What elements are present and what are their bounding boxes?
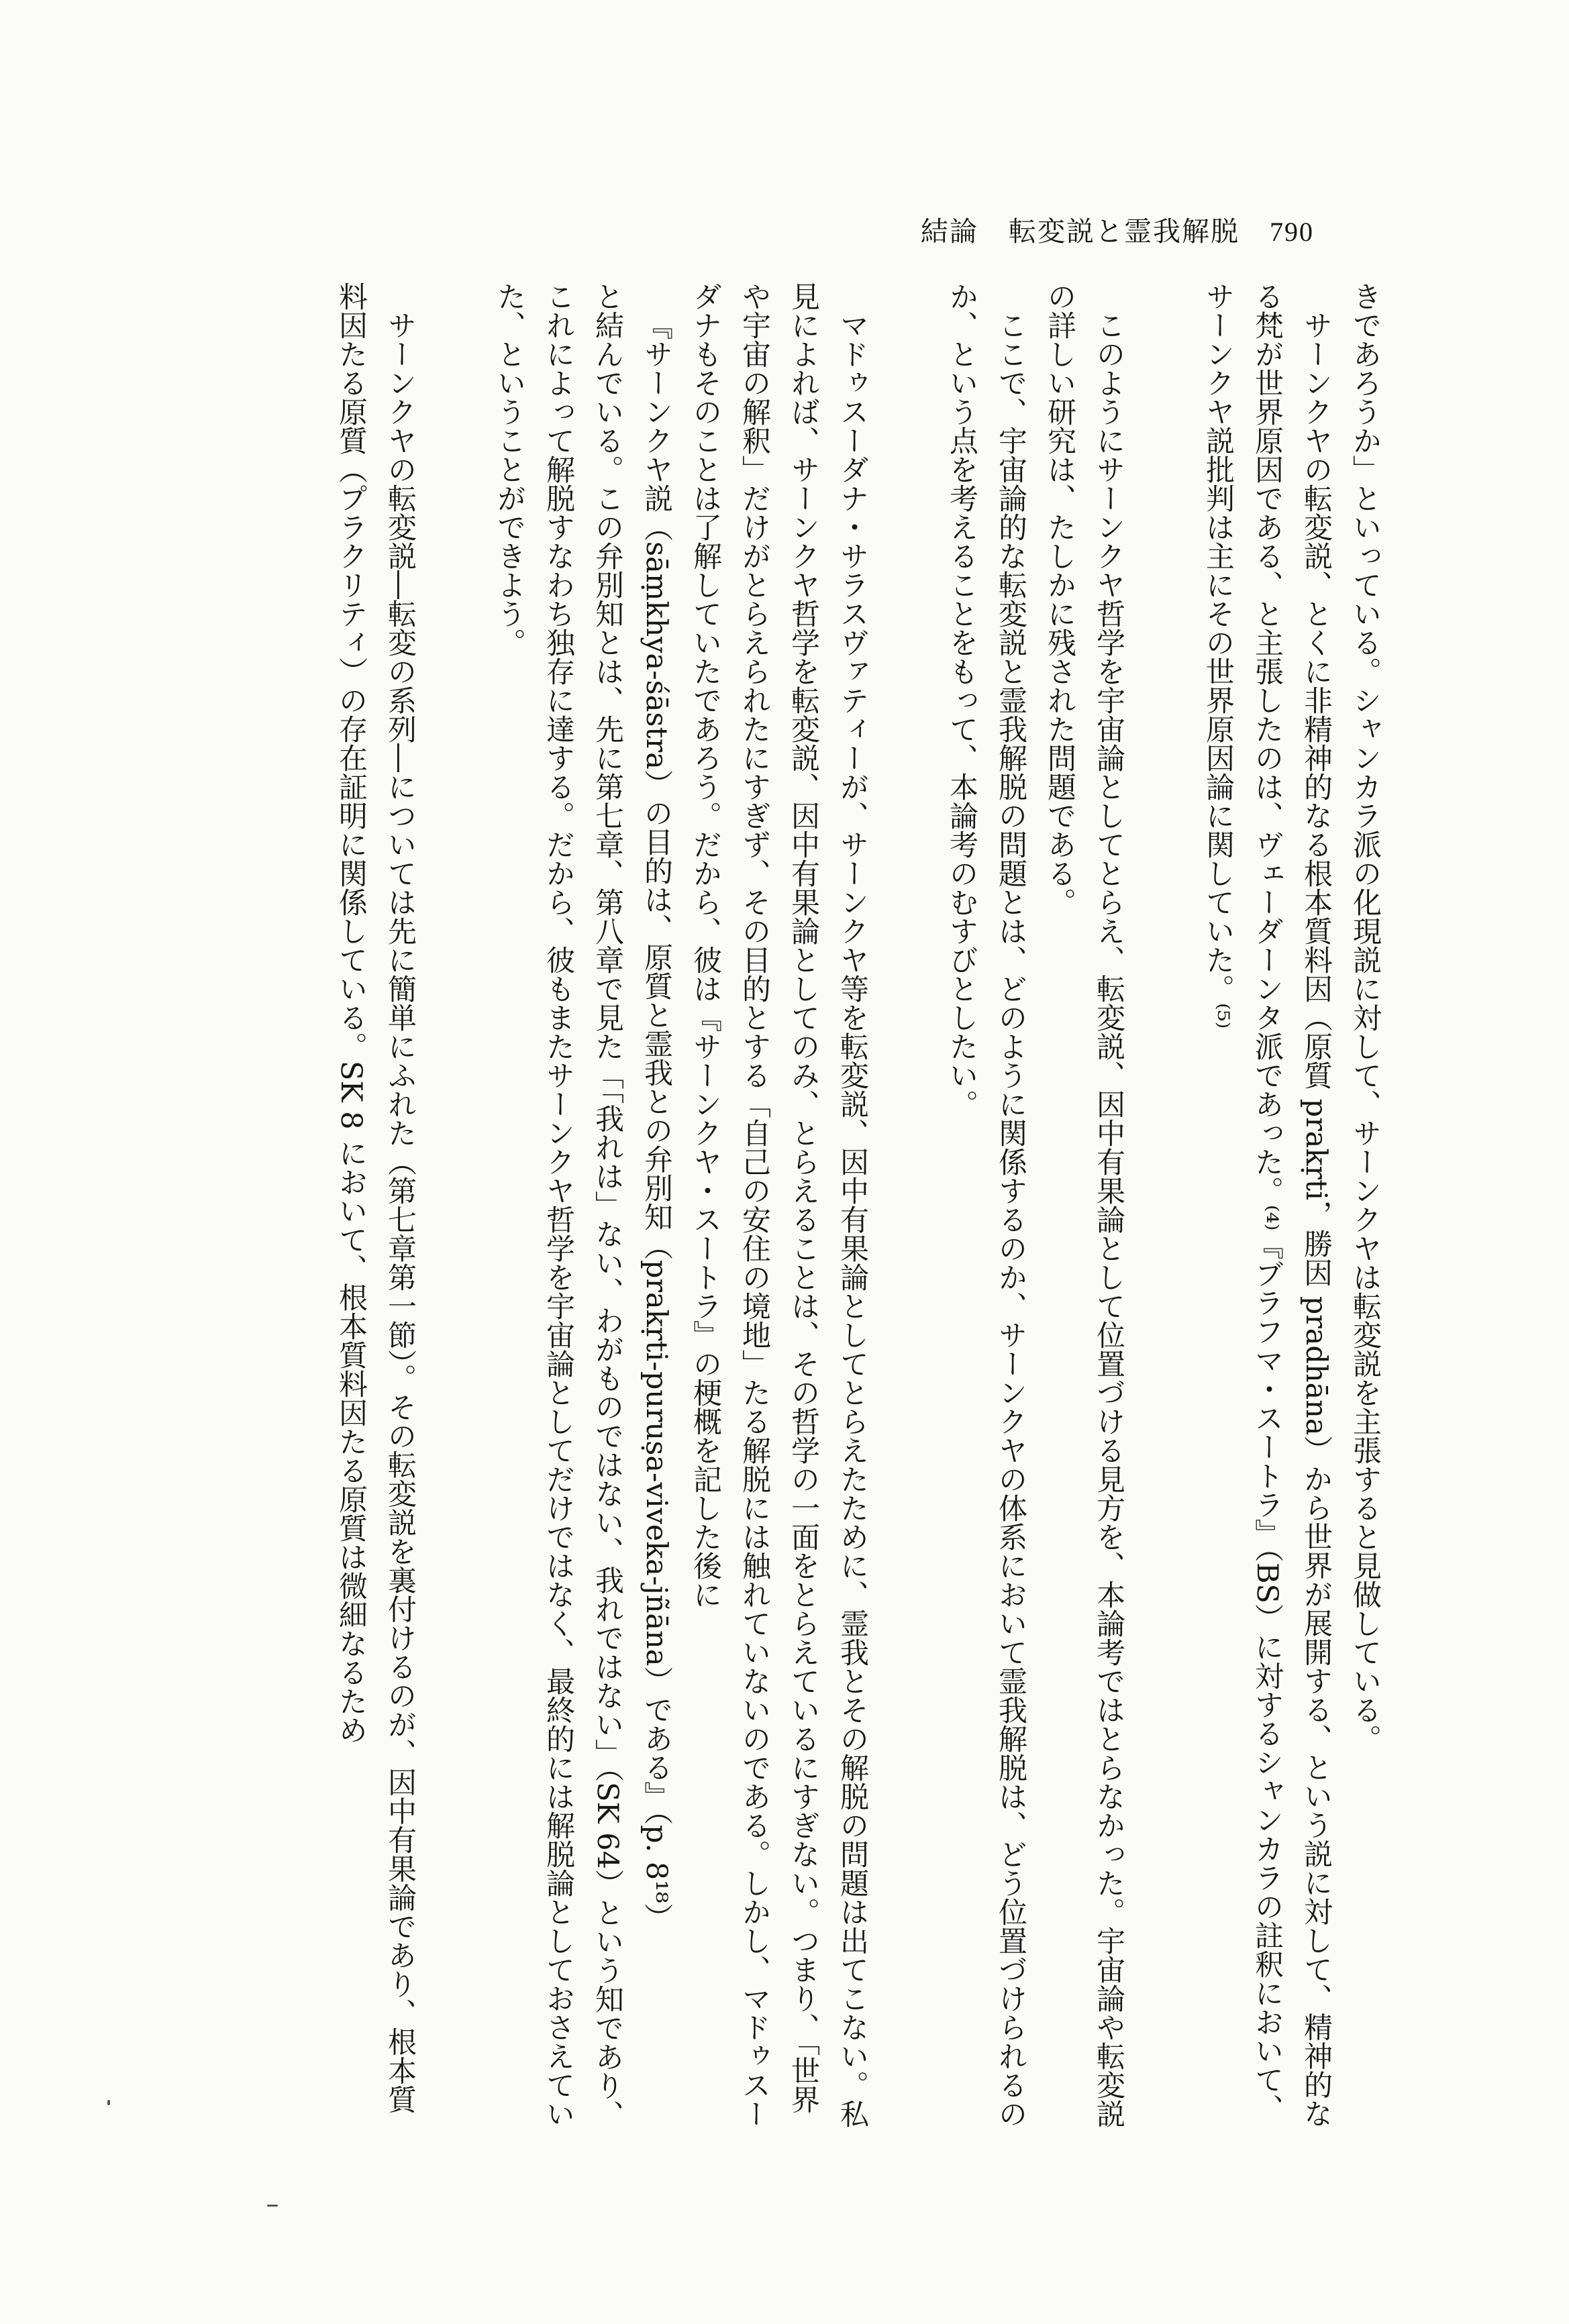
paragraph: マドゥスーダナ・サラスヴァティーが、サーンクヤ等を転変説、因中有果論としてとらえたために、霊我とその解脱の問題は出てこない。私見によれば、サーンクヤ哲学を転変説、因中有果論としてのみ、とらえることは、その哲学の一面をとらえているにすぎない。つまり、「世界や宇宙の解釈」だけがとらえられたにすぎず、その目的とする「自己の安住の境地」たる解脱には触れていないのである。しかし、マドゥスーダナもそのことは了解していたであろう。だから、彼は『サーンクヤ・スートラ』の梗概を記した後に bbox=[689, 282, 869, 2128]
paragraph: きであろうか」といっている。シャンカラ派の化現説に対して、サーンクヤは転変説を主張すると見做している。 bbox=[1348, 282, 1382, 1753]
body-text bbox=[114, 282, 1389, 2133]
chapter-title: 転変説と霊我解脱 bbox=[1008, 215, 1239, 248]
paragraph: と結んでいる。この弁別知とは、先に第七章、第八章で見た「「我れは」ない、わがものではない、我れではない」（SK 64）という知であり、これによって解脱すなわち独存に達する。だから、彼もまたサーンクヤ哲学を宇宙論としてだけではなく、最終的には解脱論としておさえていた、ということができよう。 bbox=[493, 282, 624, 2129]
paragraph: サーンクヤの転変説、とくに非精神的なる根本質料因（原質 prakṛti，勝因 pradhāna）から世界が展開する、という説に対して、精神的なる梵が世界原因である、と主張したのは、ヴェーダーンタ派であった。⁽⁴⁾『ブラフマ・スートラ』（BS）に対するシャンカラの註釈において、サーンクヤ説批判は主にその世界原因論に関していた。⁽⁵⁾ bbox=[1201, 282, 1333, 2128]
paragraph: このようにサーンクヤ哲学を宇宙論としてとらえ、転変説、因中有果論として位置づける見方を、本論考ではとらなかった。宇宙論や転変説の詳しい研究は、たしかに残された問題である。 bbox=[1043, 282, 1125, 2128]
scan-speck bbox=[107, 2100, 110, 2105]
running-header bbox=[921, 209, 1314, 249]
page-number: 790 bbox=[1270, 217, 1314, 247]
block-quote: 『サーンクヤ説（sāṃkhya-śāstra）の目的は、原質と霊我との弁別知（prakṛti-puruṣa-viveka-jñāna）である』（p. 8¹⁸） bbox=[640, 311, 673, 1932]
scan-speck bbox=[267, 2205, 278, 2207]
paragraph: サーンクヤの転変説―転変の系列―については先に簡単にふれた（第七章第一節）。その転変説を裏付けるのが、因中有果論であり、根本質料因たる原質（プラクリティ）の存在証明に関係している。SK 8 において、根本質料因たる原質は微細なるため bbox=[334, 282, 417, 2114]
chapter-label: 結論 bbox=[920, 215, 978, 248]
paragraph: ここで、宇宙論的な転変説と霊我解脱の問題とは、どのように関係するのか、サーンクヤの体系において霊我解脱は、どう位置づけられるのか、という点を考えることをもって、本論考のむすびとしたい。 bbox=[945, 282, 1027, 2128]
